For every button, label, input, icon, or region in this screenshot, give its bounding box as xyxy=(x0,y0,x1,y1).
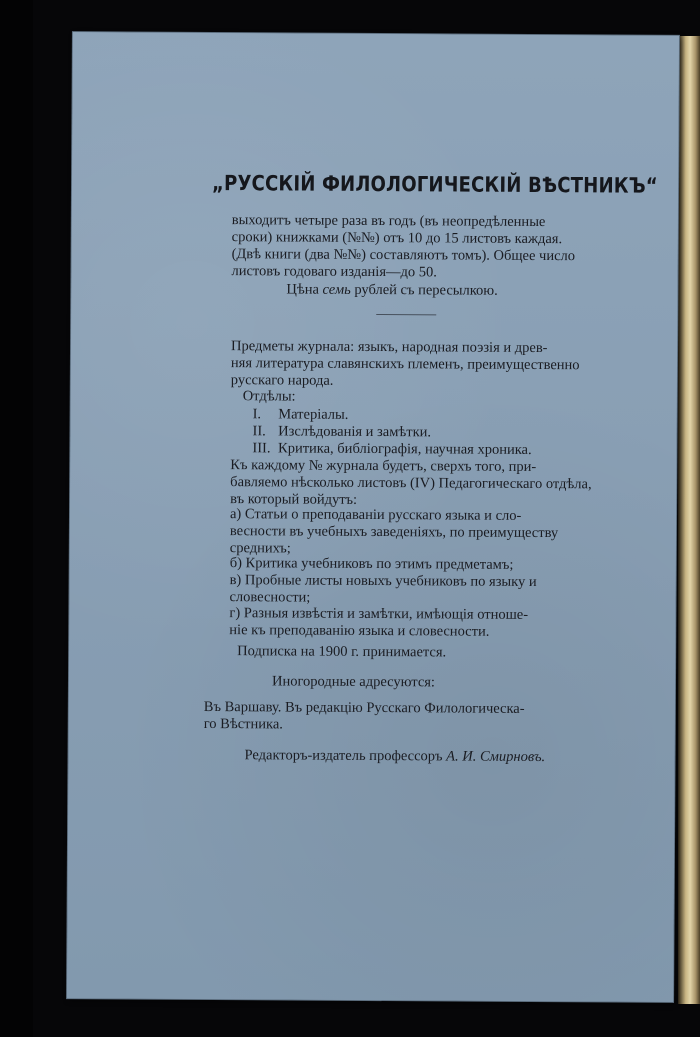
subsection-line: г) Разныя извѣстія и замѣтки, имѣющія отноше- xyxy=(229,605,529,623)
sections-list xyxy=(252,406,532,459)
price-line xyxy=(286,281,497,299)
section-label: Изслѣдованія и замѣтки. xyxy=(278,423,432,441)
intro-paragraph xyxy=(231,212,606,282)
subsection-d xyxy=(229,605,528,641)
intro-line: (Двѣ книги (два №№) составляютъ томъ). Общее число xyxy=(231,246,576,265)
price-amount: семь xyxy=(322,281,351,298)
divider-rule xyxy=(376,314,436,315)
subsection-line: среднихъ; xyxy=(229,540,291,557)
nonresident-notice: Иногородные адресуются: xyxy=(271,673,436,691)
book-page-edge xyxy=(678,36,700,1004)
subjects-line: няя литература славянскихъ племенъ, преимущественно xyxy=(230,355,580,374)
editor-line xyxy=(244,747,545,766)
subsection-b xyxy=(230,555,514,574)
subsection-line: б) Критика учебниковъ по этимъ предметамъ; xyxy=(229,555,514,573)
section-item xyxy=(252,440,531,459)
pedagogy-paragraph xyxy=(230,457,592,510)
editor-prefix: Редакторъ-издатель профессоръ xyxy=(244,747,443,765)
section-number: I. xyxy=(252,406,262,423)
address-line: Въ Варшаву. Въ редакцію Русскаго Филологическа- xyxy=(203,698,525,717)
subsection-a xyxy=(230,506,559,559)
section-label: Матеріалы. xyxy=(278,406,349,423)
pedagogy-line: въ который войдутъ: xyxy=(230,491,358,508)
intro-line: выходитъ четыре раза въ годъ (въ неопредѣленные xyxy=(231,212,546,231)
subscription-notice: Подписка на 1900 г. принимается. xyxy=(237,643,447,661)
section-label: Критика, библіографія, научная хроника. xyxy=(277,440,532,458)
subsection-line: словесности; xyxy=(229,589,311,606)
pedagogy-line: бавляемо нѣсколько листовъ (IV) Педагогическаго отдѣла, xyxy=(230,474,592,493)
subjects-line: русскаго народа. xyxy=(230,372,334,389)
subjects-paragraph xyxy=(231,338,580,391)
journal-title: „РУССКІЙ ФИЛОЛОГИЧЕСКІЙ ВѢСТНИКЪ“ xyxy=(211,171,658,198)
subsection-line: ніе къ преподаванію языка и словесности. xyxy=(229,622,490,640)
editorial-address xyxy=(204,699,525,735)
section-item xyxy=(252,423,531,442)
price-suffix: рублей съ пересылкою. xyxy=(354,281,498,299)
intro-line: листовъ годоваго изданія—до 50. xyxy=(231,263,437,281)
subsection-c xyxy=(229,572,536,608)
editor-name: А. И. Смирновъ. xyxy=(446,748,546,766)
intro-line: сроки) книжками (№№) отъ 10 до 15 листовъ каждая. xyxy=(231,229,563,248)
price-prefix: Цѣна xyxy=(286,281,319,298)
book-page xyxy=(67,32,679,1002)
subsection-line: в) Пробные листы новыхъ учебниковъ по языку и xyxy=(229,572,537,591)
subjects-line: Предметы журнала: языкъ, народная поэзія и древ- xyxy=(230,338,548,357)
section-item xyxy=(253,406,532,425)
pedagogy-line: Къ каждому № журнала будетъ, сверхъ того, при- xyxy=(230,457,537,475)
section-number: II. xyxy=(252,423,266,440)
sections-heading: Отдѣлы: xyxy=(242,388,296,405)
address-line: го Вѣстника. xyxy=(203,715,283,733)
subsection-line: а) Статьи о преподаваніи русскаго языка и сло- xyxy=(229,506,522,524)
scan-border-left xyxy=(0,0,33,1037)
subsection-line: весности въ учебныхъ заведеніяхъ, по преимуществу xyxy=(229,523,559,542)
section-number: III. xyxy=(252,440,271,457)
